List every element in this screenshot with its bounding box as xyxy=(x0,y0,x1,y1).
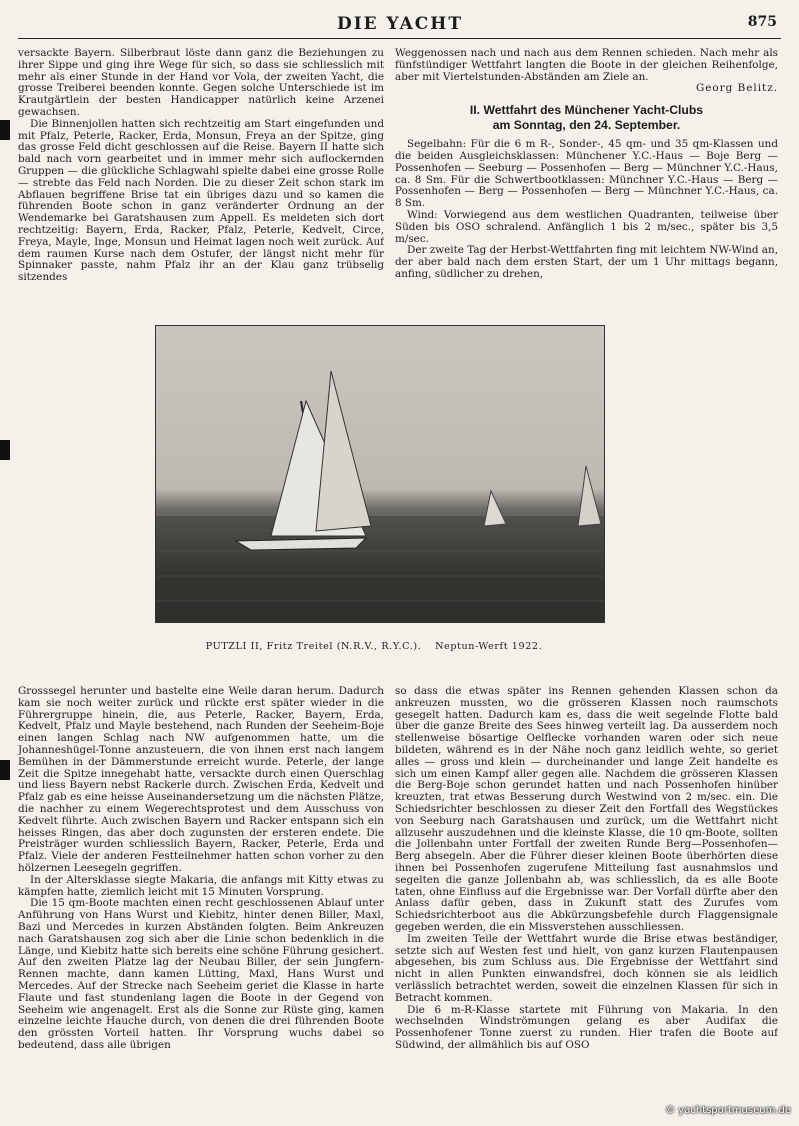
section-heading xyxy=(395,103,778,133)
paragraph: Die Binnenjollen hatten sich rechtzeitig am Start eingefunden und mit Pfalz, Peterle, Racker, Erda, Monsun, Freya an der Spitze, ging das grosse Feld dicht geschlossen auf die Reise. Bayern II hatte sich bald nach vorn gearbeitet und in immer mehr sich auflockernden Gruppen — die glückliche Schlagwahl spielte dabei eine grosse Rolle — strebte das Feld nach Norden. Die zu dieser Zeit schon stark im Abflauen begriffene Brise tat ein übriges dazu und so kamen die führenden Boote schon in ganz veränderter Ordnung an der Wendemarke bei Garatshausen zum Appell. Es meldeten sich dort rechtzeitig: Bayern, Erda, Racker, Pfalz, Peterle, Kedvelt, Circe, Freya, Mayle, Inge, Monsun und Heimat lagen noch weit zurück. Auf dem raumen Kurse nach dem Ostufer, der längst nicht mehr für Spinnaker passte, nahm Pfalz ihr an der Klau ganz trübselig sitzendes xyxy=(18,117,384,284)
header-rule xyxy=(18,38,781,39)
column-top-right xyxy=(395,48,778,330)
binding-hole xyxy=(0,120,10,140)
column-bottom-left xyxy=(18,686,384,1096)
paragraph: In der Altersklasse siegte Makaria, die anfangs mit Kitty etwas zu kämpfen hatte, ziemlich leicht mit 15 Minuten Vorsprung. xyxy=(18,873,384,898)
column-top-left xyxy=(18,48,384,330)
caption-text: PUTZLI II, Fritz Treitel (N.R.V., R.Y.C.). xyxy=(205,641,422,652)
paragraph: so dass die etwas später ins Rennen gehenden Klassen schon da ankreuzen mussten, wo die grösseren Klassen noch raumschots gesegelt hatten. Dadurch kam es, dass die weit segelnde Flotte bald über die ganze Breite des Sees hinweg verteilt lag. Da ausserdem noch stellenweise bösartige Oelflecke vorhanden waren oder sich neue bildeten, während es in der Nähe noch ganz leidlich wehte, so geriet alles — gross und klein — durcheinander und lange Zeit handelte es sich um einen Kampf aller gegen alle. Nachdem die grösseren Klassen die Berg-Boje schon gerundet hatten und nach Possenhofen hinüber kreuzten, trat etwas Besserung durch Westwind von 2 m/sec. ein. Die Schiedsrichter beschlossen zu dieser Zeit den Fortfall des Wegstückes von Seeburg nach Garatshausen und zurück, um die Wettfahrt nicht allzusehr auszudehnen und die kleinste Klasse, die 10 qm-Boote, sollten die Jollenbahn unter Fortfall der zweiten Runde Berg—Possenhofen—Berg absegeln. Aber die Führer dieser kleinen Boote überhörten diese ihnen bei Possenhofen zugerufene Mitteilung fast ausnahmslos und segelten die ganze Jollenbahn ab, was schliesslich, da es alle Boote taten, ohne Einfluss auf die Ergebnisse war. Der Vorfall dürfte aber den Anlass dafür geben, dass in Zukunft statt des Zurufes vom Schiedsrichterboot aus die Abkürzungsbefehle durch Flaggensignale gegeben werden, die ein Missverstehen ausschliessen. xyxy=(395,686,778,933)
paragraph: Weggenossen nach und nach aus dem Rennen schieden. Nach mehr als fünfstündiger Wettfahrt langten die Boote in der gleichen Reihenfolge, aber mit Viertelstunden-Abständen am Ziele an. xyxy=(395,48,778,83)
paragraph: Grosssegel herunter und bastelte eine Weile daran herum. Dadurch kam sie noch weiter zurück und rückte erst später wieder in die Führergruppe hinein, die, aus Peterle, Racker, Bayern, Erda, Kedvelt, Pfalz und Mayle bestehend, nach Runden der Seeheim-Boje einen langen Schlag nach NW aufgenommen hatte, um die Johanneshügel-Tonne anzusteuern, die von ihnen erst nach langem Bemühen in der Dämmerstunde erreicht wurde. Peterle, der lange Zeit die Spitze innegehabt hatte, versackte durch einen Querschlag und liess Bayern nebst Rackerle durch. Zwischen Erda, Kedvelt und Pfalz gab es eine heisse Auseinandersetzung um die nächsten Plätze, die nachher zu einem Wegerechtsprotest und dem Ausschuss von Kedvelt führte. Auch zwischen Bayern und Racker entspann sich ein heisses Ringen, das aber doch zugunsten der ersteren endete. Die Preisträger wurden schliesslich Bayern, Racker, Peterle, Erda und Pfalz. Viele der anderen Festteilnehmer hatten schon vorher zu den hölzernen Leesegeln gegriffen. xyxy=(18,686,384,874)
heading-line: II. Wettfahrt des Münchener Yacht-Clubs xyxy=(469,103,704,118)
paragraph: Der zweite Tag der Herbst-Wettfahrten fing mit leichtem NW-Wind an, der aber bald nach dem ersten Start, der um 1 Uhr mittags begann, anfing, südlicher zu drehen, xyxy=(395,244,778,280)
page-number: 875 xyxy=(747,14,777,30)
caption-builder: Neptun-Werft 1922. xyxy=(435,641,543,652)
binding-hole xyxy=(0,440,10,460)
author-signature: Georg Belitz. xyxy=(695,82,778,95)
paragraph: Segelbahn: Für die 6 m R-, Sonder-, 45 qm- und 35 qm-Klassen und die beiden Ausgleichsklassen: Münchener Y.C.-Haus — Boje Berg — Possenhofen — Seeburg — Possenhofen — Berg — Münchner Y.C.-Haus, ca. 8 Sm. Für die Schwertbootklassen: Münchner Y.C.-Haus — Berg — Possenhofen — Berg — Possenhofen — Berg — Münchner Y.C.-Haus, ca. 8 Sm. xyxy=(395,138,778,210)
paragraph: Im zweiten Teile der Wettfahrt wurde die Brise etwas beständiger, setzte sich auf Westen fest und hielt, von ganz kurzen Flautenpausen abgesehen, bis zum Schluss aus. Die Ergebnisse der Wettfahrt sind nicht in allen Punkten einwandsfrei, doch können sie als leidlich verlässlich betrachtet werden, soweit die einzelnen Klassen für sich in Betracht kommen. xyxy=(395,932,778,1004)
column-bottom-right xyxy=(395,686,778,1096)
sailboat-photo xyxy=(155,325,605,623)
paragraph: versackte Bayern. Silberbraut löste dann ganz die Beziehungen zu ihrer Sippe und ging ihre Wege für sich, so dass sie schliesslich mit mehr als einer Stunde in der Hand vor Vola, der zweiten Yacht, die grosse Treiberei beenden konnte. Gegen solche Unterschiede ist im Krautgärtlein der besten Handicapper natürlich keine Arzenei gewachsen. xyxy=(18,48,384,118)
binding-hole xyxy=(0,760,10,780)
paragraph: Die 6 m-R-Klasse startete mit Führung von Makaria. In den wechselnden Windströmungen gelang es aber Audifax die Possenhofener Tonne zuerst zu runden. Hier trafen die Boote auf Südwind, der allmählich bis auf OSO xyxy=(395,1003,778,1051)
heading-line: am Sonntag, den 24. September. xyxy=(492,118,681,133)
figure-caption xyxy=(155,641,603,652)
page-title: DIE YACHT xyxy=(336,14,464,34)
sailboat-illustration xyxy=(156,326,604,622)
paragraph: Wind: Vorwiegend aus dem westlichen Quadranten, teilweise über Süden bis OSO schralend. Anfänglich 1 bis 2 m/sec., später bis 3,5 m/sec. xyxy=(395,208,778,245)
paragraph: Die 15 qm-Boote machten einen recht geschlossenen Ablauf unter Anführung von Hans Wurst und Kiebitz, hinter denen Biller, Maxl, Bazi und Mercedes in kurzen Abständen folgten. Beim Ankreuzen nach Garatshausen zog sich aber die Linie schon bedenklich in die Länge, und Kiebitz hatte sich bereits eine schöne Führung gesichert. Auf den zweiten Platze lag der Neubau Biller, der sein Jungfern-Rennen machte, dann kamen Lütting, Maxl, Hans Wurst und Mercedes. Auf der Strecke nach Seeheim geriet die Klasse in harte Flaute und fast stundenlang lagen die Boote in der Gegend von Seeheim wie angenagelt. Erst als die Sonne zur Rüste ging, kamen einzelne leichte Hauche durch, von denen die drei führenden Boote den grössten Vorteil hatten. Ihr Vorsprung wuchs dabei so bedeutend, dass alle übrigen xyxy=(18,897,384,1051)
watermark: © yachtsportmuseum.de xyxy=(665,1105,791,1116)
